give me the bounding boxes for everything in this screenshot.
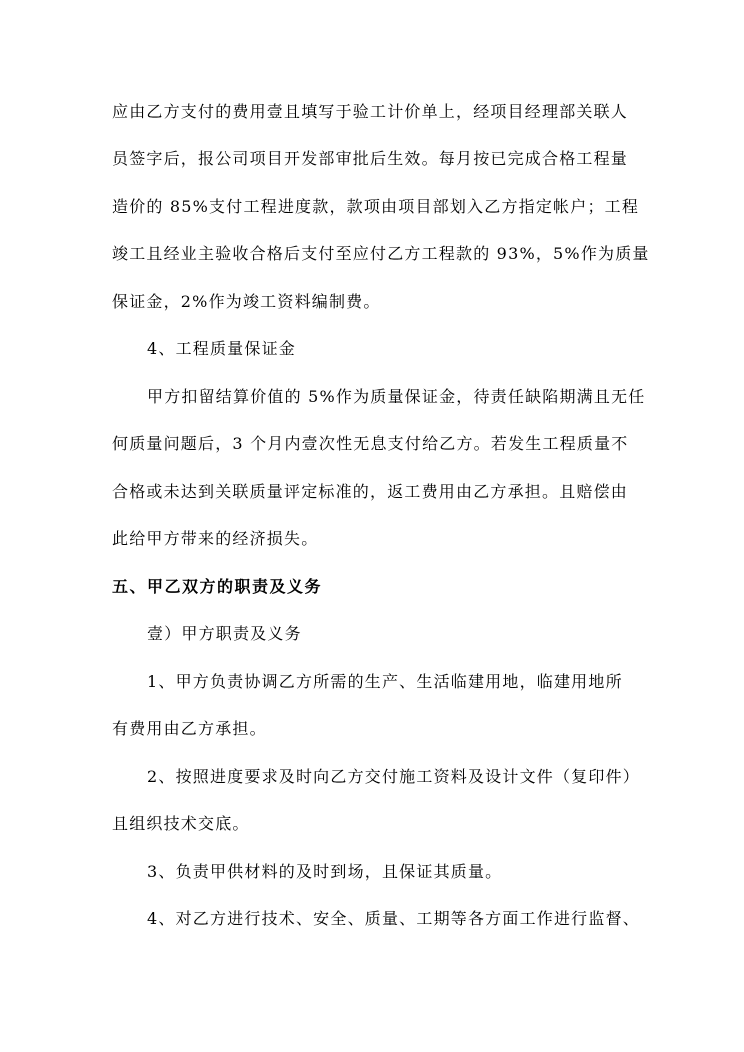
- list-item: 1、甲方负责协调乙方所需的生产、生活临建用地，临建用地所: [147, 672, 623, 691]
- section-heading: 五、甲乙双方的职责及义务: [112, 577, 323, 596]
- paragraph-line: 竣工且经业主验收合格后支付至应付乙方工程款的 93%，5%作为质量: [112, 244, 650, 263]
- paragraph-line: 合格或未达到关联质量评定标准的，返工费用由乙方承担。且赔偿由: [112, 482, 629, 501]
- paragraph-line: 此给甲方带来的经济损失。: [112, 529, 319, 548]
- list-item: 4、对乙方进行技术、安全、质量、工期等各方面工作进行监督、: [147, 909, 640, 928]
- list-item-continuation: 有费用由乙方承担。: [112, 719, 267, 738]
- paragraph-line: 何质量问题后，3 个月内壹次性无息支付给乙方。若发生工程质量不: [112, 434, 629, 453]
- list-item-continuation: 且组织技术交底。: [112, 814, 250, 833]
- list-item: 2、按照进度要求及时向乙方交付施工资料及设计文件（复印件）: [147, 767, 640, 786]
- paragraph-line: 甲方扣留结算价值的 5%作为质量保证金，待责任缺陷期满且无任: [147, 387, 646, 406]
- section-subheading: 4、工程质量保证金: [147, 339, 296, 358]
- paragraph-line: 员签字后，报公司项目开发部审批后生效。每月按已完成合格工程量: [112, 149, 629, 168]
- paragraph-line: 应由乙方支付的费用壹且填写于验工计价单上，经项目经理部关联人: [112, 102, 629, 121]
- paragraph-line: 造价的 85%支付工程进度款，款项由项目部划入乙方指定帐户；工程: [112, 197, 640, 216]
- list-item: 3、负责甲供材料的及时到场，且保证其质量。: [147, 862, 503, 881]
- subsection-heading: 壹）甲方职责及义务: [147, 624, 302, 643]
- paragraph-line: 保证金，2%作为竣工资料编制费。: [112, 292, 381, 311]
